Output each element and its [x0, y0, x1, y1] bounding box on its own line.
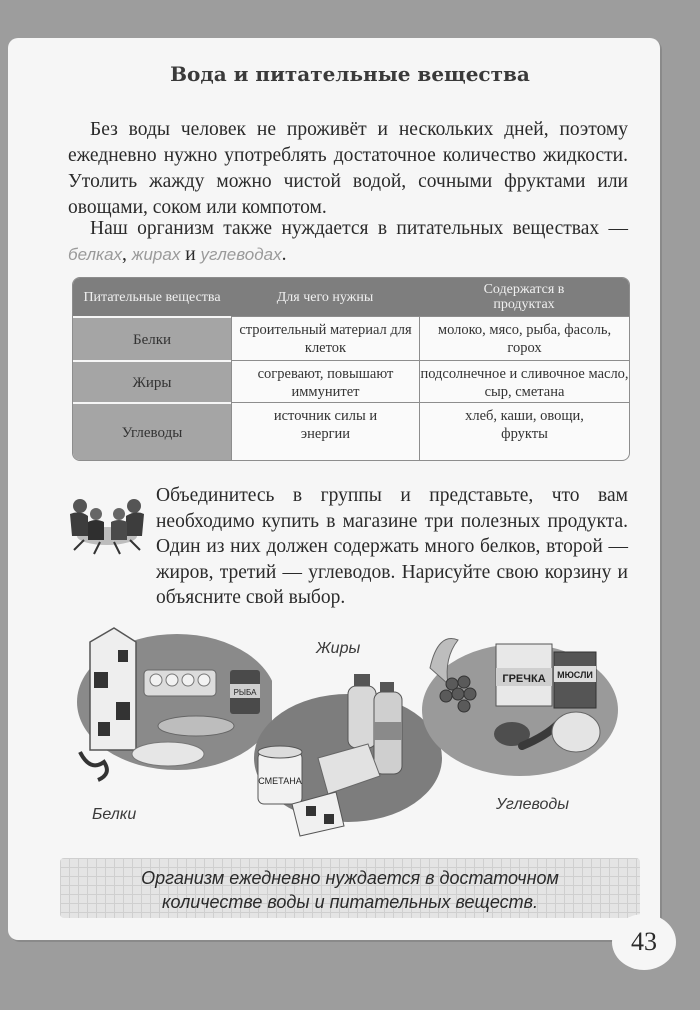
row-name-fats: Жиры: [73, 360, 231, 404]
row-purpose-fats: согревают, повышают иммунитет: [231, 360, 419, 402]
label-proteins: Белки: [92, 806, 137, 823]
proteins-illustration: [72, 622, 272, 792]
nutrients-table: [72, 277, 630, 461]
row-sources-carbs: хлеб, каши, овощи, фрукты: [419, 402, 629, 460]
row-name-proteins: Белки: [73, 316, 231, 362]
header-sources: Содержатся в продуктах: [483, 282, 565, 312]
row-purpose-carbs: источник силы и энергии: [231, 402, 419, 460]
highlight-fats: жирах: [131, 245, 181, 264]
summary-line-2: количестве воды и питательных веществ.: [161, 892, 539, 912]
page-number: 43: [612, 914, 676, 970]
row-purpose-proteins: строительный материал для клеток: [231, 316, 419, 360]
summary-line-1: Организм ежедневно нуждается в достаточном: [141, 868, 559, 888]
table-header: [73, 278, 629, 316]
intro-paragraph-1: [68, 117, 628, 221]
highlight-carbs: углеводах: [200, 245, 282, 264]
summary-text: [60, 866, 640, 914]
row-sources-fats: подсолнечное и сливочное масло, сыр, сметана: [419, 360, 629, 402]
fats-illustration: [248, 666, 444, 844]
intro-text-2: Наш организм также нуждается в питательных веществах —: [90, 218, 628, 239]
muesli-label: МЮСЛИ: [557, 670, 593, 680]
header-purpose: Для чего нужны: [276, 289, 374, 305]
page-title: Вода и питательные вещества: [170, 62, 530, 86]
summary-box: [60, 858, 640, 918]
row-name-carbs: Углеводы: [73, 402, 231, 461]
sour-cream-label: СМЕТАНА: [258, 776, 302, 786]
label-fats: Жиры: [316, 640, 361, 657]
task-text: Объединитесь в группы и представьте, что вам необходимо купить в магазине три полезных продукта. Один из них должен содержать много белков, второй — жиров, третий — углеводов. Нарисуйте свою корзину и объясните свой выбор.: [156, 485, 628, 608]
highlight-proteins: белках: [68, 245, 123, 264]
and-word: и: [185, 244, 196, 265]
row-sources-proteins: молоко, мясо, рыба, фасоль, горох: [419, 316, 629, 360]
label-carbs: Углеводы: [496, 796, 570, 813]
header-nutrients: Питательные вещества: [83, 289, 221, 305]
intro-text-1: Без воды человек не проживёт и нескольких дней, поэтому ежедневно нужно употреблять достаточное количество жидкости. Утолить жажду можно чистой водой, сочными фруктами или овощами, соком или компотом.: [68, 119, 628, 218]
fish-can-label: РЫБА: [233, 688, 257, 697]
period: .: [281, 244, 287, 265]
comma: ,: [122, 244, 127, 265]
carbs-illustration: [418, 628, 618, 794]
buckwheat-label: ГРЕЧКА: [502, 673, 546, 685]
group-work-icon: [64, 492, 150, 558]
intro-paragraph-2: [68, 216, 628, 268]
